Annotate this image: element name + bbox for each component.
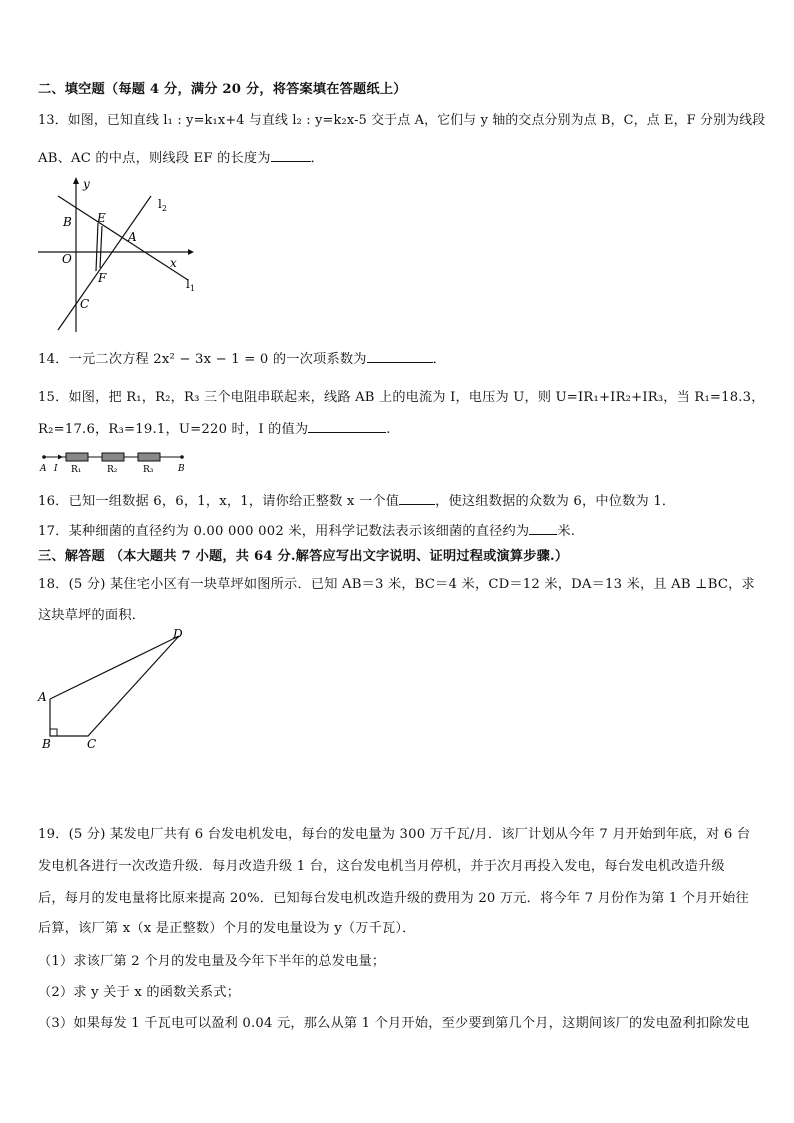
q15-text-line1: 15．如图，把 R₁，R₂，R₃ 三个电阻串联起来，线路 AB 上的电流为 I，电压为 U，则 U=IR₁+IR₂+IR₃，当 R₁=18.3， [38, 390, 765, 405]
label-r3: R₃ [143, 465, 154, 474]
q13-text-suffix: ． [310, 151, 325, 166]
q13-text-prefix: AB、AC 的中点，则线段 EF 的长度为 [38, 151, 271, 166]
label-b: B [63, 215, 72, 229]
q13-text-line1: 13．如图，已知直线 l₁ : y=k₁x+4 与直线 l₂ : y=k₂x-5 交于点 A，它们与 y 轴的交点分别为点 B，C，点 E，F 分别为线段 [38, 113, 766, 128]
q15-text-suffix: . [386, 422, 391, 437]
label-b-18: B [42, 737, 51, 751]
q16-answer-blank[interactable] [399, 492, 435, 505]
q16-text-prefix: 16．已知一组数据 6，6，1，x，1，请你给正整数 x 一个值 [38, 494, 400, 509]
label-circuit-b: B [178, 464, 185, 474]
resistor-r3 [138, 453, 160, 461]
q15-answer-blank[interactable] [308, 420, 386, 433]
x-axis-arrow-icon [188, 249, 194, 255]
quadrilateral-abcd [50, 636, 179, 736]
q13-answer-blank[interactable] [271, 149, 311, 162]
segment-ef-2 [100, 226, 102, 268]
q17-answer-blank[interactable] [529, 522, 557, 535]
terminal-a-icon [42, 455, 46, 459]
label-e: E [97, 211, 106, 225]
q13-figure [36, 172, 206, 337]
q19-part2: （2）求 y 关于 x 的函数关系式； [38, 985, 241, 1000]
label-c: C [80, 297, 90, 311]
q16-text [38, 490, 675, 509]
label-origin: O [62, 252, 72, 266]
q13-text-line2 [38, 147, 324, 166]
q18-text-line1: 18．(5 分) 某住宅小区有一块草坪如图所示．已知 AB＝3 米，BC＝4 米，CD＝12 米，DA＝13 米，且 AB ⊥BC，求 [38, 577, 755, 592]
q18-figure [34, 626, 194, 752]
section-2-heading: 二、填空题（每题 4 分，满分 20 分，将答案填在答题纸上） [38, 82, 407, 97]
q16-text-suffix: ，使这组数据的众数为 6，中位数为 1． [435, 494, 676, 509]
label-l1: $l_1$ [186, 277, 195, 293]
label-c-18: C [87, 737, 97, 751]
label-x: x [170, 256, 177, 270]
label-circuit-a: A [40, 464, 47, 474]
q15-text-prefix: R₂=17.6，R₃=19.1，U=220 时，I 的值为 [38, 422, 309, 437]
y-axis-arrow-icon [73, 177, 79, 184]
line-l1 [58, 196, 188, 280]
label-a-18: A [38, 690, 47, 704]
q17-text [38, 520, 575, 539]
q18-text-line2: 这块草坪的面积． [38, 608, 146, 623]
q15-text-line2 [38, 418, 391, 437]
q19-text-line4: 后算，该厂第 x（x 是正整数）个月的发电量设为 y（万千瓦）． [38, 921, 416, 936]
label-a: A [128, 230, 137, 244]
q19-text-line2: 发电机各进行一次改造升级．每月改造升级 1 台，这台发电机当月停机，并于次月再投入发电，每台发电机改造升级 [38, 859, 725, 874]
q14-text-suffix: ． [432, 352, 447, 367]
label-circuit-i: I [54, 464, 58, 474]
label-y: y [83, 177, 90, 191]
resistor-r2 [102, 453, 124, 461]
label-r1: R₁ [71, 465, 82, 474]
q14-answer-blank[interactable] [367, 350, 433, 363]
q17-text-suffix: 米. [557, 524, 576, 539]
q14-text-prefix: 14．一元二次方程 2x² − 3x − 1 = 0 的一次项系数为 [38, 352, 367, 367]
label-l2: $l_2$ [158, 197, 167, 213]
label-r2: R₂ [107, 465, 118, 474]
q19-text-line1: 19．(5 分) 某发电厂共有 6 台发电机发电，每台的发电量为 300 万千瓦/月．该厂计划从今年 7 月开始到年底，对 6 台 [38, 827, 751, 842]
right-angle-mark-icon [50, 729, 57, 736]
q19-part3: （3）如果每发 1 千瓦电可以盈利 0.04 元，那么从第 1 个月开始，至少要到第几个月，这期间该厂的发电盈利扣除发电 [38, 1016, 750, 1031]
section-3-heading: 三、解答题 （本大题共 7 小题，共 64 分.解答应写出文字说明、证明过程或演算步骤.） [38, 549, 569, 564]
q17-text-prefix: 17．某种细菌的直径约为 0.00 000 002 米，用科学记数法表示该细菌的直径约为 [38, 524, 530, 539]
terminal-b-icon [180, 455, 184, 459]
q15-circuit-figure [36, 448, 196, 474]
q19-part1: （1）求该厂第 2 个月的发电量及今年下半年的总发电量； [38, 954, 386, 969]
resistor-r1 [66, 453, 88, 461]
label-d: D [173, 627, 183, 641]
current-arrow-icon [58, 455, 63, 460]
q19-text-line3: 后，每月的发电量将比原来提高 20%．已知每台发电机改造升级的费用为 20 万元．将今年 7 月份作为第 1 个月开始往 [38, 891, 749, 906]
label-f: F [98, 271, 107, 285]
q14-text [38, 348, 446, 367]
segment-ef [96, 223, 98, 271]
